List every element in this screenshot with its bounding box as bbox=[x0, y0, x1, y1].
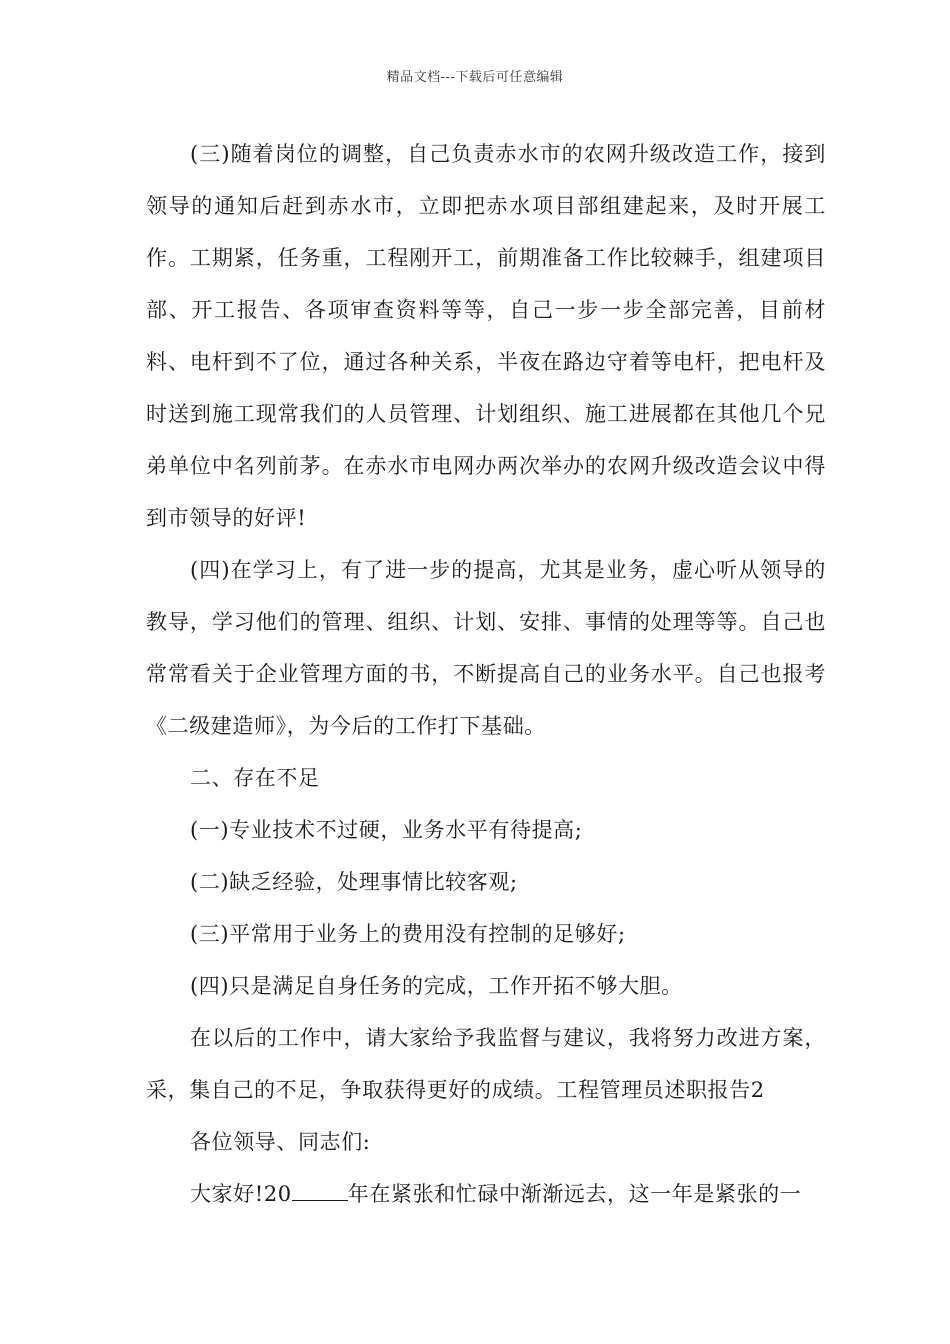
salutation: 各位领导、同志们: bbox=[190, 1130, 371, 1154]
paragraph-project-work: (三)随着岗位的调整，自己负责赤水市的农网升级改造工作，接到领导的通知后赶到赤水市，立即把赤水项目部组建起来，及时开展工作。工期紧，任务重，工程刚开工，前期准备工作比较棘手，组建项目部、开工报告、各项审查资料等等，自己一步一步全部完善，目前材料、电杆到不了位，通过各种关系，半夜在路边守着等电杆，把电杆及时送到施工现常我们的人员管理、计划组织、施工进展都在其他几个兄弟单位中名列前茅。在赤水市电网办两次举办的农网升级改造会议中得到市领导的好评! bbox=[146, 142, 826, 530]
shortcoming-item-2: (二)缺乏经验，处理事情比较客观; bbox=[190, 870, 518, 894]
paragraph-closing: 在以后的工作中，请大家给予我监督与建议，我将努力改进方案，采，集自己的不足，争取获得更好的成绩。工程管理员述职报告2 bbox=[146, 1026, 826, 1102]
greeting-text-before: 大家好!20 bbox=[190, 1182, 292, 1206]
year-blank-underline bbox=[292, 1177, 348, 1201]
shortcoming-item-3: (三)平常用于业务上的费用没有控制的足够好; bbox=[190, 922, 626, 946]
page-header: 精品文档---下载后可任意编辑 bbox=[386, 70, 564, 85]
greeting-text-after: 年在紧张和忙碌中渐渐远去，这一年是紧张的一 bbox=[347, 1182, 802, 1206]
section-heading-shortcomings: 二、存在不足 bbox=[190, 766, 320, 790]
paragraph-greeting bbox=[146, 1168, 826, 1220]
shortcoming-item-4: (四)只是满足自身任务的完成，工作开拓不够大胆。 bbox=[190, 974, 683, 998]
document-body bbox=[146, 128, 826, 1220]
paragraph-study: (四)在学习上，有了进一步的提高，尤其是业务，虚心听从领导的教导，学习他们的管理、组织、计划、安排、事情的处理等等。自己也常常看关于企业管理方面的书，不断提高自己的业务水平。自己也报考《二级建造师》，为今后的工作打下基础。 bbox=[146, 558, 826, 738]
shortcoming-item-1: (一)专业技术不过硬，业务水平有待提高; bbox=[190, 818, 583, 842]
